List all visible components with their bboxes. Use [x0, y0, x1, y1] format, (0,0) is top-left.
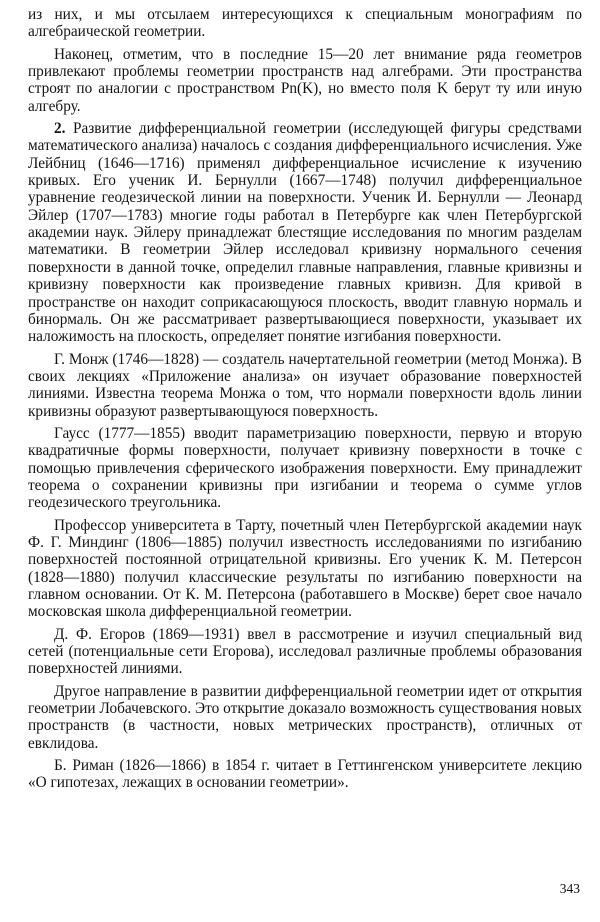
paragraph-3-text: Развитие дифференциальной геометрии (исследующей фигуры средствами математического анализа) началось с создания дифференциального исчисления. Уже Лейбниц (1646—1716) применял дифференциальное исчисление к изучению кривых. Его ученик И. Бернулли (1667—1748) получил дифференциальное уравнение геодезической линии на поверхности. Ученик И. Бернулли — Леонард Эйлер (1707—1783) многие годы работал в Петербурге как член Петербургской академии наук. Эйлеру принадлежат блестящие исследования по многим разделам математики. В геометрии Эйлер исследовал кривизну нормального сечения поверхности в данной точке, определил главные направления, главные кривизны и кривизну поверхности как произведение главных кривизн. Для кривой в пространстве он находит соприкасающуюся плоскость, вводит главную нормаль и бинормаль. Он же рассматривает развертывающиеся поверхности, указывает их наложимость на плоскость, определяет понятие изгибания поверхности. [28, 120, 582, 346]
paragraph-8-text: Другое направление в развитии дифференциальной геометрии идет от открытия геометрии Лобачевского. Это открытие доказало возможность существования новых пространств (в частности, новых метрических пространств), отличных от евклидова. [28, 682, 582, 752]
paragraph-4 [28, 351, 582, 420]
paragraph-6 [28, 517, 582, 621]
paragraph-5 [28, 425, 582, 512]
paragraph-4-text: Г. Монж (1746—1828) — создатель начертательной геометрии (метод Монжа). В своих лекциях «Приложение анализа» он изучает образование поверхностей линиями. Известна теорема Монжа о том, что нормали поверхности вдоль линии кривизны образуют развертывающуюся поверхность. [28, 350, 582, 420]
paragraph-2 [28, 46, 582, 115]
paragraph-7-text: Д. Ф. Егоров (1869—1931) ввел в рассмотрение и изучил специальный вид сетей (потенциальные сети Егорова), исследовал различные проблемы образования поверхностей линиями. [28, 625, 582, 678]
paragraph-9 [28, 757, 582, 792]
paragraph-3 [28, 120, 582, 345]
section-number: 2. [54, 120, 66, 138]
paragraph-8 [28, 683, 582, 752]
paragraph-7 [28, 626, 582, 678]
paragraph-5-text: Гаусс (1777—1855) вводит параметризацию поверхности, первую и вторую квадратичные формы поверхности, получает кривизну поверхности в точке с помощью привлечения сферического изображения поверхности. Ему принадлежит теорема о сохранении кривизны при изгибании и теорема о сумме углов геодезического треугольника. [28, 424, 582, 512]
page-number: 343 [559, 881, 580, 896]
paragraph-1 [28, 6, 582, 41]
paragraph-6-text: Профессор университета в Тарту, почетный член Петербургской академии наук Ф. Г. Миндинг (1806—1885) получил известность исследованиями по изгибанию поверхностей постоянной отрицательной кривизны. Его ученик К. М. Петерсон (1828—1880) получил классические результаты по изгибанию поверхности на главном основании. От К. М. Петерсона (работавшего в Москве) берет свое начало московская школа дифференциальной геометрии. [28, 516, 582, 621]
paragraph-9-text: Б. Риман (1826—1866) в 1854 г. читает в Геттингенском университете лекцию «О гипотезах, лежащих в основании геометрии». [28, 757, 582, 792]
paragraph-1-text: из них, и мы отсылаем интересующихся к специальным монографиям по алгебраической геометрии. [28, 6, 582, 41]
paragraph-2-text: Наконец, отметим, что в последние 15—20 лет внимание ряда геометров привлекают проблемы геометрии пространств над алгебрами. Эти пространства строят по аналогии с пространством Pn(K), но вместо поля K берут ту или иную алгебру. [28, 45, 582, 115]
